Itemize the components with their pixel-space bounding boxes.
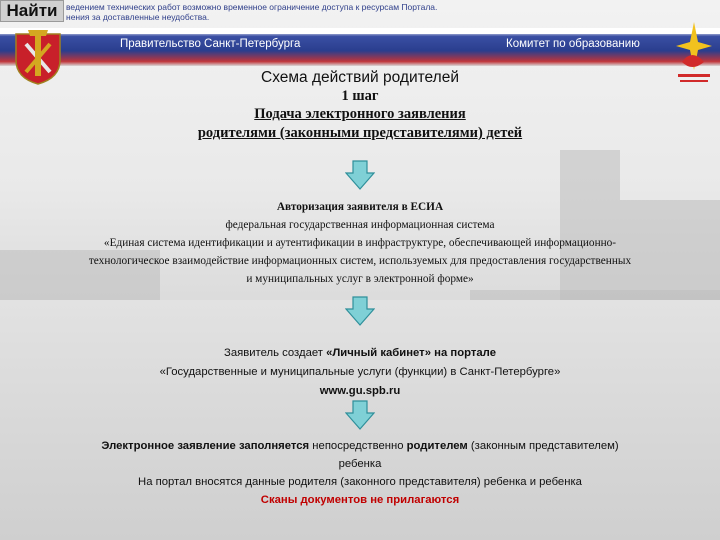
step3-line-2: ребенка: [338, 458, 382, 470]
scans-warning: Сканы документов не прилагаются: [260, 494, 460, 506]
step1-line-4: и муниципальных услуг в электронной форме»: [246, 273, 474, 285]
portal-url[interactable]: www.gu.spb.ru: [319, 385, 401, 397]
page-title: [0, 68, 720, 143]
step1-line-2: «Единая система идентификации и аутентификации в инфраструктуре, обеспечивающей информационно-: [103, 237, 617, 249]
step3-line-3: На портал вносятся данные родителя (законного представителя) ребенка и ребенка: [138, 476, 582, 488]
government-label[interactable]: Правительство Санкт-Петербурга: [120, 38, 301, 50]
arrow-down-icon: [345, 296, 375, 326]
title-line-4: родителями (законными представителями) детей: [197, 125, 523, 141]
step2-line-2: «Государственные и муниципальные услуги (функции) в Санкт-Петербурге»: [159, 366, 561, 378]
step1-line-1: федеральная государственная информационная система: [225, 219, 495, 231]
notice-line-2: нения за доставленные неудобства.: [66, 12, 210, 22]
find-button[interactable]: Найти: [0, 0, 64, 22]
step-application: [0, 437, 720, 509]
step1-line-3: технологическое взаимодействие информационных систем, используемых для предоставления государственных: [88, 255, 632, 267]
arrow-down-icon: [345, 400, 375, 430]
maintenance-notice: [66, 2, 526, 22]
step2-prefix: Заявитель создает: [224, 347, 327, 359]
arrow-down-icon: [345, 160, 375, 190]
notice-line-1: ведением технических работ возможно временное ограничение доступа к ресурсам Портала.: [66, 2, 438, 12]
step2-line-1: [0, 344, 720, 363]
title-line-2: 1 шаг: [341, 88, 379, 104]
step3-line-1: Электронное заявление заполняется непосредственно родителем (законным представителем): [101, 440, 619, 452]
step2-bold: «Личный кабинет» на портале: [326, 347, 496, 359]
title-line-1: Схема действий родителей: [261, 69, 459, 86]
step-personal-account: [0, 344, 720, 401]
step1-heading: Авторизация заявителя в ЕСИА: [276, 201, 444, 213]
step-authorization: [0, 198, 720, 288]
committee-label[interactable]: Комитет по образованию: [506, 38, 640, 50]
title-line-3: Подача электронного заявления: [254, 106, 466, 122]
